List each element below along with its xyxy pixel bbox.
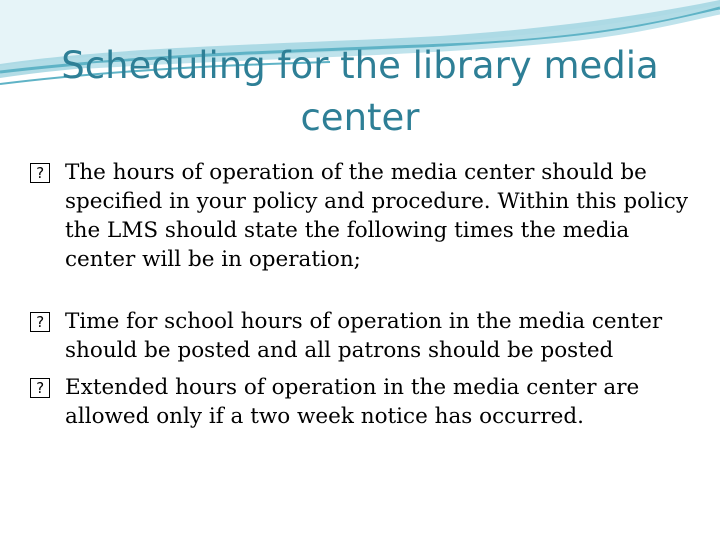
bullet-item [30, 158, 700, 274]
bullet-text: Extended hours of operation in the media center are allowed only if a two week notice has occurred. [65, 375, 640, 429]
bullet-text: The hours of operation of the media center should be specified in your policy and procedure. Within this policy the LMS should state the following times the media center will be in operation; [65, 160, 688, 272]
slide-title: Scheduling for the library media center [61, 44, 659, 139]
bullet-item [30, 373, 700, 431]
unknown-glyph-bullet-icon: ? [30, 312, 50, 332]
bullet-list [30, 158, 700, 431]
unknown-glyph-bullet-icon: ? [30, 378, 50, 398]
bullet-text: Time for school hours of operation in the media center should be posted and all patrons should be posted [65, 309, 663, 363]
unknown-glyph-bullet-icon: ? [30, 163, 50, 183]
bullet-item [30, 307, 700, 365]
